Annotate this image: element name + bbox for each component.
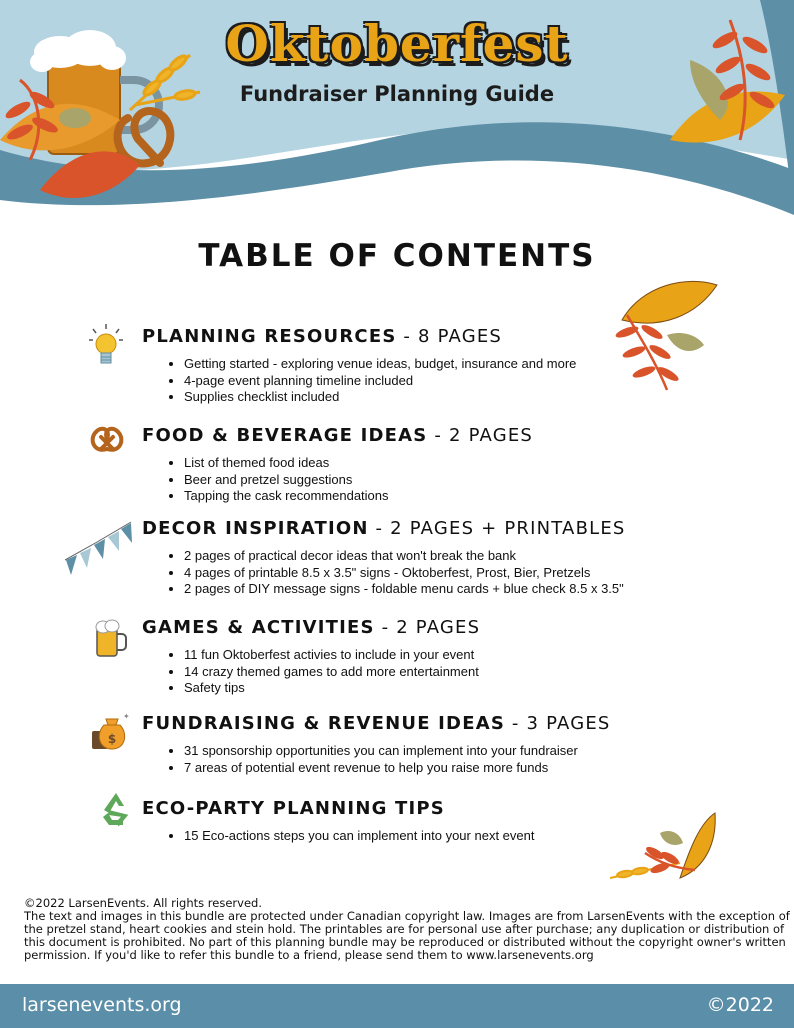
section-list: [142, 743, 772, 776]
money-bag-icon: [90, 711, 130, 751]
section-list: [142, 548, 772, 598]
footer-bar: [0, 984, 794, 1028]
footer-website: larsenevents.org: [22, 994, 182, 1016]
beer-mug-icon: [93, 618, 127, 660]
copyright-notice: [24, 897, 794, 962]
section-heading: [142, 713, 772, 734]
section-pages: - 2 PAGES: [427, 425, 534, 446]
section-title: DECOR INSPIRATION: [142, 518, 369, 539]
section-heading: [142, 798, 772, 819]
section-title: GAMES & ACTIVITIES: [142, 617, 375, 638]
section-pages: - 2 PAGES + PRINTABLES: [368, 518, 626, 539]
section-pages: - 8 PAGES: [396, 326, 503, 347]
oktoberfest-title: Oktoberfest: [225, 14, 569, 73]
section-title: PLANNING RESOURCES: [142, 326, 397, 347]
section-heading: [142, 617, 772, 638]
section-eco-party: [142, 798, 772, 845]
section-title: FUNDRAISING & REVENUE IDEAS: [142, 713, 505, 734]
list-item: • 14 crazy themed games to add more entertainment: [184, 664, 772, 681]
legal-text: The text and images in this bundle are protected under Canadian copyright law. Images are from LarsenEvents with the exception of the pretzel stand, heart cookies and stein hold. The printables are for personal use after purchase; any duplication or distribution of this document is prohibited. No part of this planning bundle may be reproduced or distributed without the copyright owner's written permission. If you'd like to refer this bundle to a friend, please send them to www.larsenevents.org: [24, 909, 790, 962]
list-item: • 4 pages of printable 8.5 x 3.5" signs - Oktoberfest, Prost, Bier, Pretzels: [184, 565, 772, 582]
section-planning-resources: [142, 326, 772, 406]
section-list: [142, 455, 772, 505]
svg-text:$: $: [107, 732, 117, 746]
list-item: • 15 Eco-actions steps you can implement into your next event: [184, 828, 772, 845]
list-item: • List of themed food ideas: [184, 455, 772, 472]
section-list: [142, 828, 772, 845]
section-decor-inspiration: [142, 518, 772, 598]
list-item: • Supplies checklist included: [184, 389, 772, 406]
table-of-contents-heading: TABLE OF CONTENTS: [198, 238, 596, 274]
svg-text:✦: ✦: [123, 712, 130, 721]
recycle-icon: [96, 789, 136, 829]
list-item: • 4-page event planning timeline included: [184, 373, 772, 390]
pretzel-icon: [89, 423, 125, 455]
list-item: • 31 sponsorship opportunities you can implement into your fundraiser: [184, 743, 772, 760]
section-heading: [142, 326, 772, 347]
section-pages: - 3 PAGES: [505, 713, 611, 734]
list-item: • Getting started - exploring venue ideas, budget, insurance and more: [184, 356, 772, 373]
copyright-line: ©2022 LarsenEvents. All rights reserved.: [24, 896, 262, 910]
list-item: • 7 areas of potential event revenue to help you raise more funds: [184, 760, 772, 777]
section-heading: [142, 425, 772, 446]
section-food-beverage: [142, 425, 772, 505]
list-item: • Safety tips: [184, 680, 772, 697]
guide-subtitle: Fundraiser Planning Guide: [239, 82, 555, 106]
lightbulb-icon: [88, 322, 124, 370]
section-title: FOOD & BEVERAGE IDEAS: [142, 425, 428, 446]
section-list: [142, 356, 772, 406]
section-heading: [142, 518, 772, 539]
list-item: • Tapping the cask recommendations: [184, 488, 772, 505]
list-item: • 2 pages of DIY message signs - foldable menu cards + blue check 8.5 x 3.5": [184, 581, 772, 598]
section-games-activities: [142, 617, 772, 697]
list-item: • 11 fun Oktoberfest activies to include in your event: [184, 647, 772, 664]
section-fundraising-revenue: [142, 713, 772, 776]
section-title: ECO-PARTY PLANNING TIPS: [142, 798, 445, 819]
footer-copyright: ©2022: [706, 994, 774, 1016]
section-pages: - 2 PAGES: [374, 617, 481, 638]
list-item: • Beer and pretzel suggestions: [184, 472, 772, 489]
bunting-icon: [63, 520, 133, 580]
list-item: • 2 pages of practical decor ideas that won't break the bank: [184, 548, 772, 565]
section-list: [142, 647, 772, 697]
